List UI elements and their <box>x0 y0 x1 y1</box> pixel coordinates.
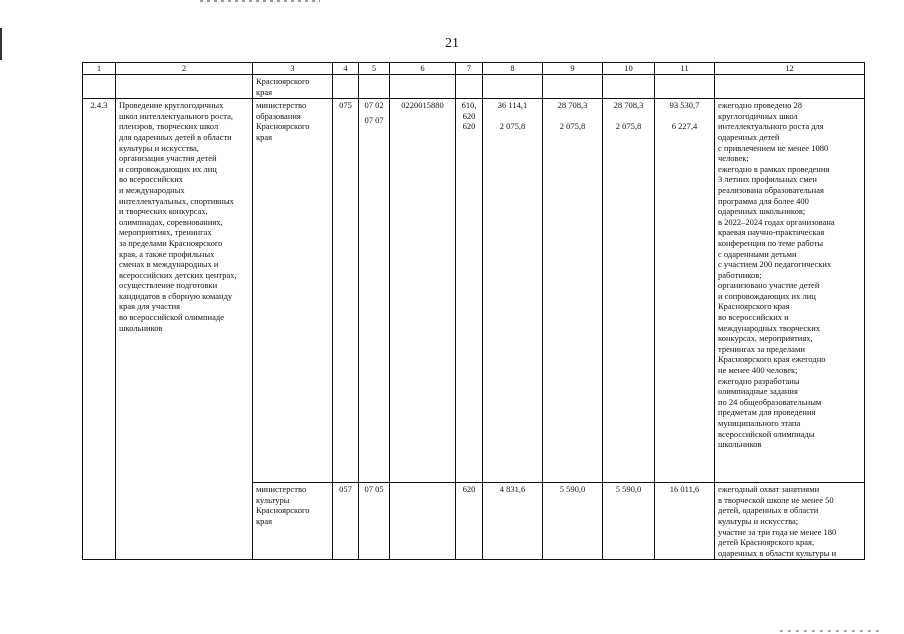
text-line: ежегодный охват занятиями <box>718 484 820 495</box>
amount-year2: 5 590,0 <box>543 483 603 560</box>
text-line: организовано участие детей <box>718 280 820 291</box>
text-line: кандидатов в сборную команду <box>119 290 233 301</box>
text-line: предметам для проведения <box>718 407 816 418</box>
text-line: Проведение круглогодичных <box>119 100 224 111</box>
text-line: и сопровождающих их лиц <box>119 163 217 174</box>
column-header: 2 <box>116 63 253 75</box>
column-header: 9 <box>543 63 603 75</box>
text-line: с привлечением не менее 1080 <box>718 142 829 153</box>
column-header: 3 <box>253 63 333 75</box>
text-line: во всероссийской олимпиаде <box>119 312 224 323</box>
text-line: олимпиадные задания <box>718 386 798 397</box>
text-line: сменах в международных и <box>119 259 219 270</box>
amount-year1: 36 114,1 2 075,8 <box>483 99 543 483</box>
text-line: не менее 400 человек; <box>718 365 798 376</box>
text-line: для одаренных детей в области <box>119 131 232 142</box>
text-line: министерство <box>256 100 307 111</box>
column-header: 6 <box>390 63 456 75</box>
text-line: министерство <box>256 484 307 495</box>
text-line: одаренных в области культуры и <box>718 547 837 558</box>
column-header: 1 <box>83 63 116 75</box>
target-article <box>390 483 456 560</box>
amount-year2: 28 708,3 2 075,8 <box>543 99 603 483</box>
text-line: края для участия <box>119 301 181 312</box>
text-line: краевая научно-практическая <box>718 227 825 238</box>
text-line: края <box>256 515 273 526</box>
activity-description <box>116 99 253 560</box>
text-line: программа для более 400 <box>718 195 809 206</box>
text-line: 3 летних профильных смен <box>718 174 817 185</box>
page-number: 21 <box>445 36 459 51</box>
text-line: по 24 общеобразовательным <box>718 396 822 407</box>
text-line: Красноярского края ежегодно <box>718 354 826 365</box>
text-line: во всероссийских и <box>718 312 789 323</box>
row-number: 2.4.3 <box>83 99 116 560</box>
budget-table <box>82 62 865 560</box>
text-line: ежегодно в рамках проведения <box>718 163 830 174</box>
text-line: Красноярского края <box>718 301 790 312</box>
scan-artifact-bottom <box>780 630 880 632</box>
column-header: 8 <box>483 63 543 75</box>
section-code: 07 05 <box>359 483 390 560</box>
text-line: школ интеллектуального роста, <box>119 110 233 121</box>
text-line: края <box>256 131 273 142</box>
text-line: школьников <box>718 439 762 450</box>
text-line: всероссийских детских центрах, <box>119 269 237 280</box>
text-line: конкурсах, мероприятиях, <box>718 333 813 344</box>
text-line: участие за три года не менее 180 <box>718 526 837 537</box>
text-line: муниципального этапа <box>718 418 801 428</box>
expense-type: 610, 620 620 <box>456 99 483 483</box>
agency-culture <box>253 483 333 560</box>
text-line: и международных <box>119 184 185 195</box>
text-line: ежегодно проведено 28 <box>718 100 803 111</box>
grbs-code: 057 <box>333 483 359 560</box>
amount-total: 93 530,7 6 227,4 <box>655 99 715 483</box>
text-line: осуществление подготовки <box>119 280 218 291</box>
table-row <box>83 99 865 483</box>
text-line: интеллектуальных, спортивных <box>119 195 234 206</box>
amount-year3: 5 590,0 <box>603 483 655 560</box>
text-line: в творческой школе не менее 50 <box>718 494 834 505</box>
text-line: интеллектуального роста для <box>718 121 824 132</box>
expected-result <box>715 99 865 483</box>
text-line: детей, одаренных в области <box>718 505 819 516</box>
target-article: 0220015880 <box>390 99 456 483</box>
text-line: образования <box>256 110 301 121</box>
text-line: Красноярского <box>256 505 310 516</box>
grbs-code: 075 <box>333 99 359 483</box>
text-line: мероприятиях, тренингах <box>119 227 212 238</box>
expected-result <box>715 483 865 560</box>
text-line: реализована образовательная <box>718 184 824 195</box>
scan-artifact-top <box>200 0 320 2</box>
amount-year3: 28 708,3 2 075,8 <box>603 99 655 483</box>
text-line: детей Красноярского края, <box>718 537 815 548</box>
text-line: ежегодно разработаны <box>718 375 800 386</box>
text-line: международных творческих <box>718 322 821 333</box>
column-header: 10 <box>603 63 655 75</box>
text-line: тренингах за пределами <box>718 343 805 354</box>
amount-total: 16 011,6 <box>655 483 715 560</box>
continuation-agency: Красноярского края <box>253 75 333 99</box>
text-line: края, а также профильных <box>119 248 215 259</box>
column-header: 5 <box>359 63 390 75</box>
text-line: олимпиадах, соревнованиях, <box>119 216 223 227</box>
text-line: одаренных школьников; <box>718 206 806 217</box>
text-line: и творческих конкурсах, <box>119 206 208 217</box>
text-line: Красноярского <box>256 121 310 132</box>
text-line: работников; <box>718 269 762 280</box>
text-line: в 2022–2024 годах организована <box>718 216 835 227</box>
text-line: культуры <box>256 494 290 505</box>
text-line: во всероссийских <box>119 174 183 185</box>
column-header: 7 <box>456 63 483 75</box>
continuation-row <box>83 75 865 99</box>
column-number-row <box>83 63 865 75</box>
column-header: 12 <box>715 63 865 75</box>
text-line: организация участия детей <box>119 153 217 164</box>
text-line: с участием 200 педагогических <box>718 259 832 270</box>
column-header: 11 <box>655 63 715 75</box>
column-header: 4 <box>333 63 359 75</box>
text-line: и сопровождающих их лиц <box>718 290 816 301</box>
text-line: культуры и искусства; <box>718 515 799 526</box>
text-line: человек; <box>718 153 749 164</box>
section-code: 07 02 07 07 <box>359 99 390 483</box>
amount-year1: 4 831,6 <box>483 483 543 560</box>
text-line: пленэров, творческих школ <box>119 121 219 132</box>
agency-education <box>253 99 333 483</box>
text-line: за пределами Красноярского <box>119 237 223 248</box>
text-line: всероссийской олимпиады <box>718 428 815 439</box>
text-line: школьников <box>119 322 163 333</box>
text-line: круглогодичных школ <box>718 110 798 121</box>
text-line: с одаренными детьми <box>718 248 797 259</box>
text-line: конференция по теме работы <box>718 237 824 248</box>
text-line: культуры и искусства, <box>119 142 199 153</box>
text-line: одаренных детей <box>718 131 780 142</box>
expense-type: 620 <box>456 483 483 560</box>
